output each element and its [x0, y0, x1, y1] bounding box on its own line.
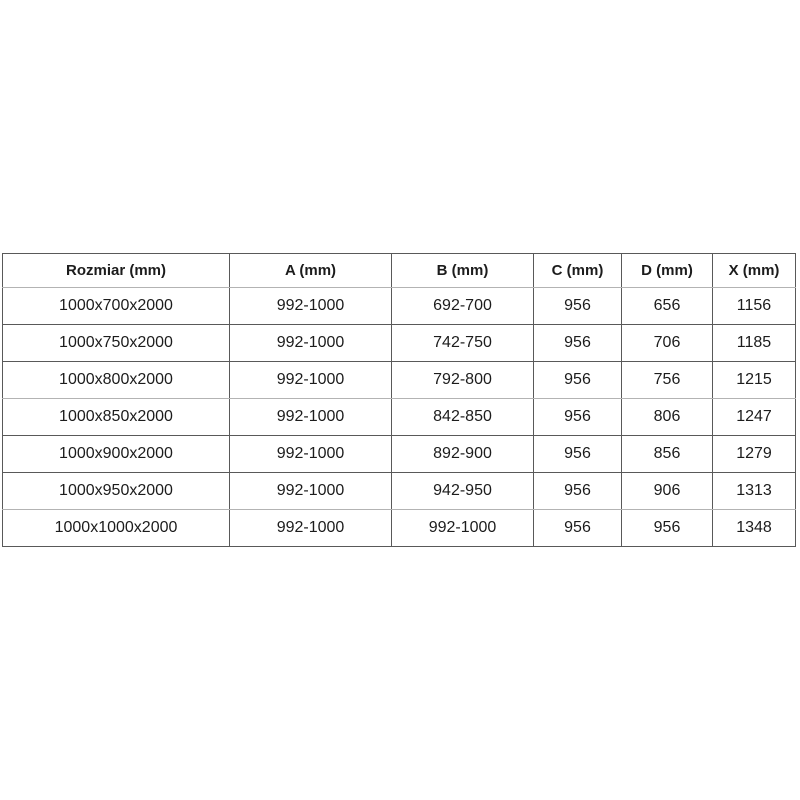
table-cell-a: 992-1000 — [230, 473, 392, 510]
table-cell-d: 906 — [622, 473, 713, 510]
table-row — [3, 362, 796, 399]
table-cell-b: 842-850 — [392, 399, 534, 436]
table-cell-x: 1156 — [713, 288, 796, 325]
table-cell-b: 992-1000 — [392, 510, 534, 547]
table-cell-b: 892-900 — [392, 436, 534, 473]
table-cell-b: 942-950 — [392, 473, 534, 510]
table-cell-a: 992-1000 — [230, 510, 392, 547]
table-cell-rozmiar: 1000x950x2000 — [3, 473, 230, 510]
table-cell-a: 992-1000 — [230, 288, 392, 325]
table-cell-rozmiar: 1000x750x2000 — [3, 325, 230, 362]
table-cell-b: 742-750 — [392, 325, 534, 362]
table-cell-c: 956 — [534, 436, 622, 473]
table-cell-c: 956 — [534, 510, 622, 547]
dimensions-table-container — [2, 253, 795, 547]
table-cell-rozmiar: 1000x900x2000 — [3, 436, 230, 473]
table-cell-x: 1348 — [713, 510, 796, 547]
table-cell-x: 1313 — [713, 473, 796, 510]
table-row — [3, 510, 796, 547]
table-row — [3, 325, 796, 362]
table-row — [3, 473, 796, 510]
dimensions-table — [2, 253, 796, 547]
table-cell-rozmiar: 1000x800x2000 — [3, 362, 230, 399]
table-cell-a: 992-1000 — [230, 325, 392, 362]
table-cell-a: 992-1000 — [230, 399, 392, 436]
table-row — [3, 288, 796, 325]
column-header-b: B (mm) — [392, 254, 534, 288]
table-cell-rozmiar: 1000x1000x2000 — [3, 510, 230, 547]
table-cell-c: 956 — [534, 362, 622, 399]
table-cell-c: 956 — [534, 325, 622, 362]
column-header-c: C (mm) — [534, 254, 622, 288]
column-header-a: A (mm) — [230, 254, 392, 288]
table-row — [3, 436, 796, 473]
table-cell-x: 1215 — [713, 362, 796, 399]
column-header-x: X (mm) — [713, 254, 796, 288]
column-header-rozmiar: Rozmiar (mm) — [3, 254, 230, 288]
table-cell-d: 856 — [622, 436, 713, 473]
table-row — [3, 399, 796, 436]
table-cell-c: 956 — [534, 473, 622, 510]
table-header-row — [3, 254, 796, 288]
table-cell-d: 706 — [622, 325, 713, 362]
table-cell-rozmiar: 1000x850x2000 — [3, 399, 230, 436]
table-cell-d: 656 — [622, 288, 713, 325]
column-header-d: D (mm) — [622, 254, 713, 288]
table-cell-c: 956 — [534, 288, 622, 325]
table-cell-d: 756 — [622, 362, 713, 399]
table-cell-b: 792-800 — [392, 362, 534, 399]
table-cell-d: 806 — [622, 399, 713, 436]
table-cell-rozmiar: 1000x700x2000 — [3, 288, 230, 325]
table-cell-b: 692-700 — [392, 288, 534, 325]
table-cell-d: 956 — [622, 510, 713, 547]
table-cell-a: 992-1000 — [230, 362, 392, 399]
table-cell-x: 1279 — [713, 436, 796, 473]
table-cell-a: 992-1000 — [230, 436, 392, 473]
table-cell-x: 1247 — [713, 399, 796, 436]
table-cell-x: 1185 — [713, 325, 796, 362]
table-cell-c: 956 — [534, 399, 622, 436]
